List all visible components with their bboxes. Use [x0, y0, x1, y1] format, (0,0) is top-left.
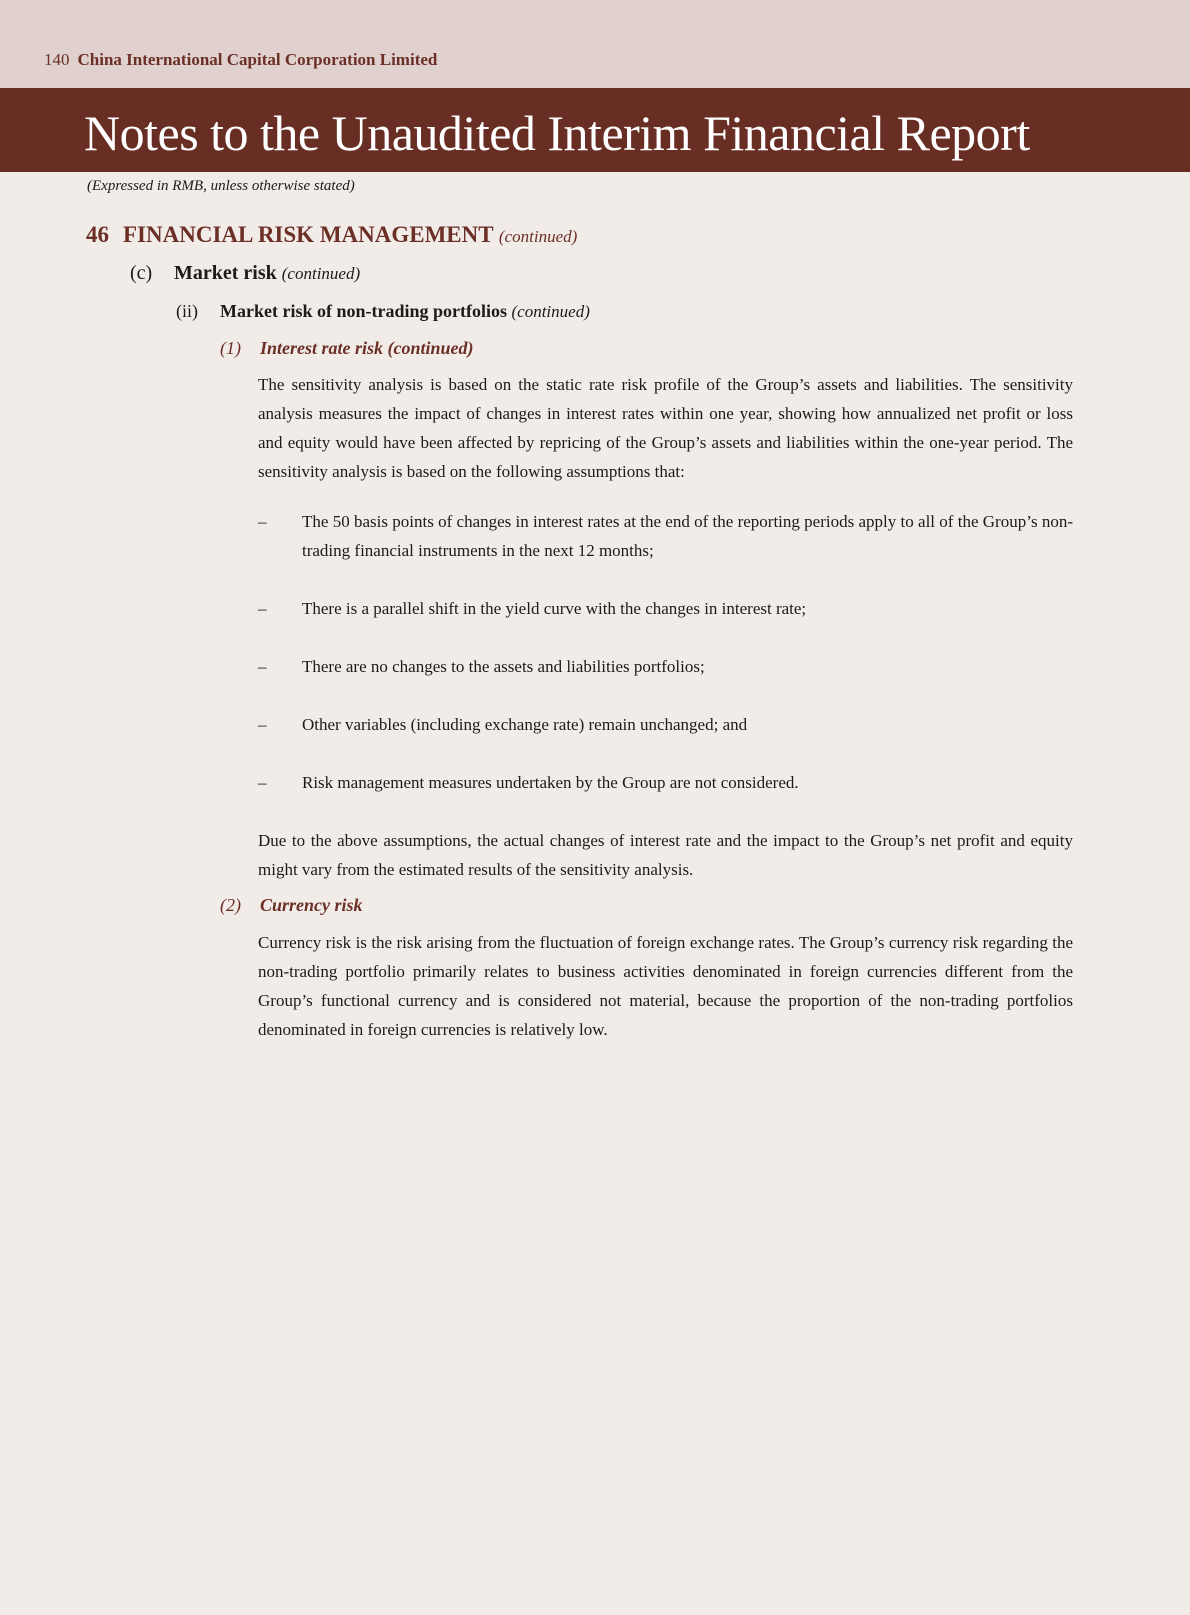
currency-number: (2) [220, 895, 241, 915]
page-number: 140 [44, 50, 70, 69]
list-item [258, 652, 1073, 681]
currency-paragraph: Currency risk is the risk arising from the fluctuation of foreign exchange rates. The Group’s currency risk regarding the non-trading portfolio primarily relates to business activities denominated in foreign currencies different from the Group’s functional currency and is considered not material, because the proportion of the non-trading portfolios denominated in foreign currencies is relatively low. [258, 933, 1073, 1039]
list-item-text: There are no changes to the assets and liabilities portfolios; [302, 657, 705, 676]
subsection-number: (c) [130, 262, 153, 284]
list-item [258, 507, 1073, 565]
subsubsection-title: Market risk of non-trading portfolios [220, 301, 507, 321]
company-name: China International Capital Corporation Limited [77, 50, 438, 69]
list-item-text: Other variables (including exchange rate) remain unchanged; and [302, 715, 748, 734]
currency-heading [220, 895, 363, 916]
subsection-suffix: (continued) [281, 264, 361, 283]
dash: – [258, 599, 267, 618]
list-item [258, 594, 1073, 623]
section-heading [86, 222, 577, 248]
interest-paragraph-1: The sensitivity analysis is based on the static rate risk profile of the Group’s assets and liabilities. The sensitivity analysis measures the impact of changes in interest rates within one year, showing how annualized net profit or loss and equity would have been affected by repricing of the Group’s assets and liabilities within the one-year period. The sensitivity analysis is based on the following assumptions that: [258, 375, 1073, 481]
section-suffix: (continued) [498, 227, 578, 246]
interest-number: (1) [220, 338, 241, 358]
header-band [0, 0, 1190, 88]
interest-paragraph-2: Due to the above assumptions, the actual changes of interest rate and the impact to the Group’s net profit and equity might vary from the estimated results of the sensitivity analysis. [258, 831, 1073, 879]
subsection-heading [130, 262, 360, 285]
subsubsection-heading [176, 301, 590, 322]
list-item [258, 710, 1073, 739]
interest-title: Interest rate risk (continued) [260, 338, 474, 358]
dash: – [258, 715, 267, 734]
subsection-title: Market risk [174, 262, 277, 284]
list-item [258, 768, 1073, 797]
dash: – [258, 773, 267, 792]
section-number: 46 [86, 222, 109, 247]
section-title: FINANCIAL RISK MANAGEMENT [123, 222, 494, 247]
interest-heading [220, 338, 474, 359]
currency-title: Currency risk [260, 895, 363, 915]
page-title: Notes to the Unaudited Interim Financial Report [84, 105, 1030, 161]
subtitle: (Expressed in RMB, unless otherwise stated) [87, 178, 355, 194]
dash: – [258, 512, 267, 531]
subsubsection-number: (ii) [176, 301, 198, 321]
dash: – [258, 657, 267, 676]
list-item-text: Risk management measures undertaken by the Group are not considered. [302, 773, 799, 792]
list-item-text: There is a parallel shift in the yield curve with the changes in interest rate; [302, 599, 807, 618]
running-header [44, 50, 437, 70]
subsubsection-suffix: (continued) [511, 302, 590, 321]
list-item-text: The 50 basis points of changes in interest rates at the end of the reporting periods apply to all of the Group’s non-trading financial instruments in the next 12 months; [302, 512, 1073, 560]
